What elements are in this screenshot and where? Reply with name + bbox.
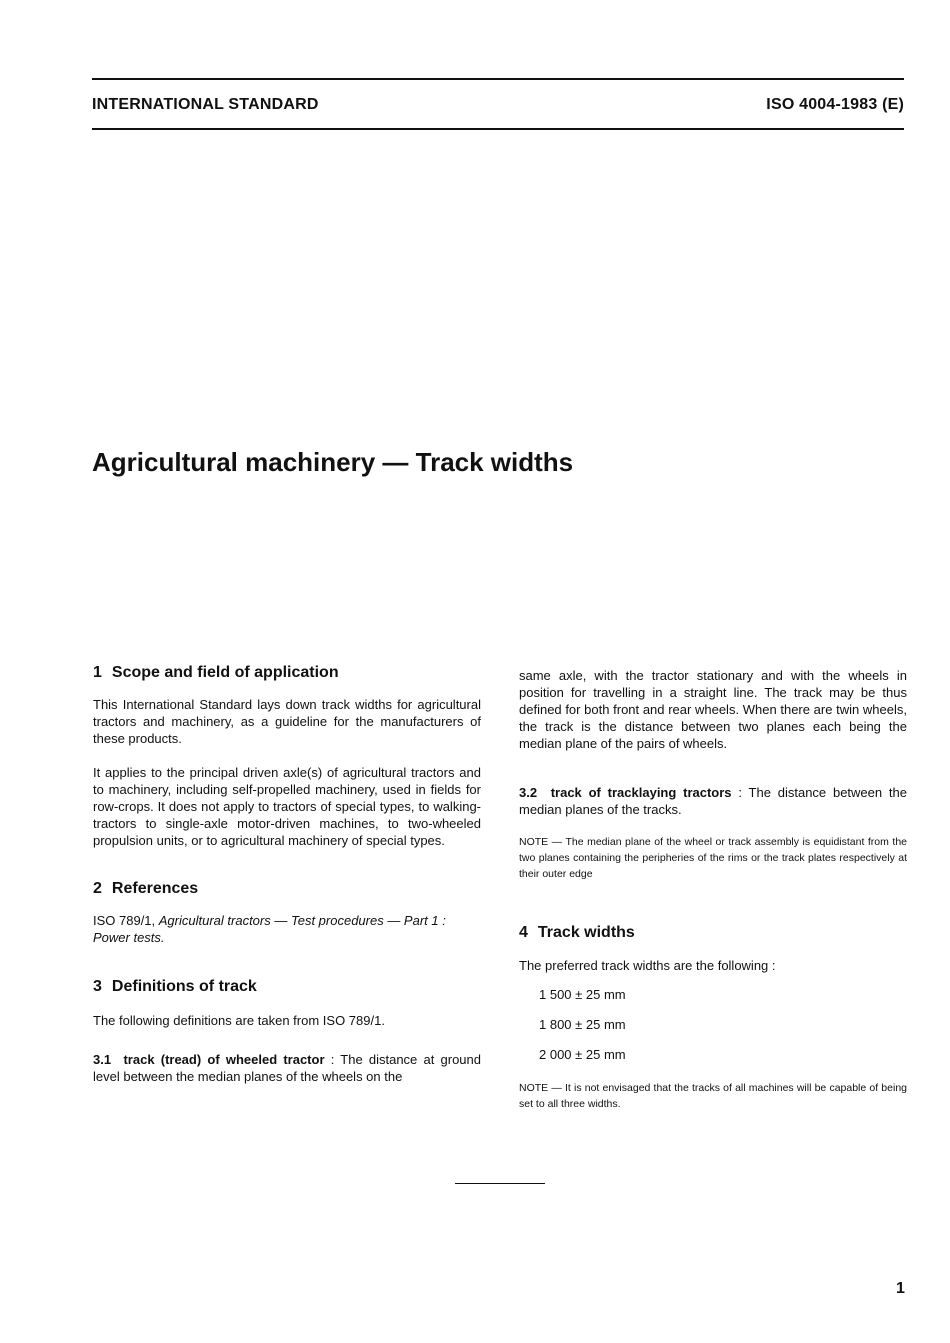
section-1-paragraph-2: It applies to the principal driven axle(s) of agricultural tractors and to machinery, including self-propelled machinery, used in fields for row-crops. It does not apply to tractors of special types, to walking-tractors to single-axle motor-driven machines, to two-wheeled propulsion units, or to agricultural machinery of special types. <box>93 765 481 848</box>
section-3-note: NOTE — The median plane of the wheel or track assembly is equidistant from the two planes containing the peripheries of the rims or the track plates respectively at their outer edge <box>519 836 907 880</box>
header-document-type: INTERNATIONAL STANDARD <box>92 96 319 113</box>
definition-3-1-continued: same axle, with the tractor stationary and with the wheels in position for travelling in a straight line. The track may be thus defined for both front and rear wheels. When there are twin wheels, the track is the distance between two planes each being the median plane of the pairs of wheels. <box>519 668 907 751</box>
definition-3-2: 3.2 track of tracklaying tractors : The distance between the median planes of the tracks. <box>519 785 907 817</box>
track-width-item: 1 500 ± 25 mm <box>539 987 626 1002</box>
section-1-heading: 1 Scope and field of application <box>93 664 339 681</box>
end-rule <box>455 1183 545 1184</box>
header-standard-number: ISO 4004-1983 (E) <box>766 96 904 113</box>
section-4-heading: 4 Track widths <box>519 924 635 941</box>
right-column <box>519 667 907 1112</box>
section-4-note: NOTE — It is not envisaged that the tracks of all machines will be capable of being set to all three widths. <box>519 1082 907 1110</box>
reference-item: ISO 789/1, Agricultural tractors — Test procedures — Part 1 : Power tests. <box>93 913 446 945</box>
header-top-rule <box>92 78 904 80</box>
section-3-heading: 3 Definitions of track <box>93 978 257 995</box>
section-2-heading: 2 References <box>93 880 199 897</box>
track-width-item: 2 000 ± 25 mm <box>539 1047 626 1062</box>
section-1-paragraph-1: This International Standard lays down track widths for agricultural tractors and machinery, as a guideline for the manufacturers of these products. <box>93 697 481 746</box>
definition-3-1: 3.1 track (tread) of wheeled tractor : The distance at ground level between the median planes of the wheels on the <box>93 1052 481 1084</box>
page-number: 1 <box>896 1280 905 1297</box>
section-4-intro: The preferred track widths are the following : <box>519 958 776 973</box>
left-column <box>93 664 481 1085</box>
track-width-list <box>519 986 907 1076</box>
document-title: Agricultural machinery — Track widths <box>92 447 574 477</box>
section-3-intro: The following definitions are taken from ISO 789/1. <box>93 1013 385 1028</box>
header-bottom-rule <box>92 128 904 130</box>
track-width-item: 1 800 ± 25 mm <box>539 1017 626 1032</box>
